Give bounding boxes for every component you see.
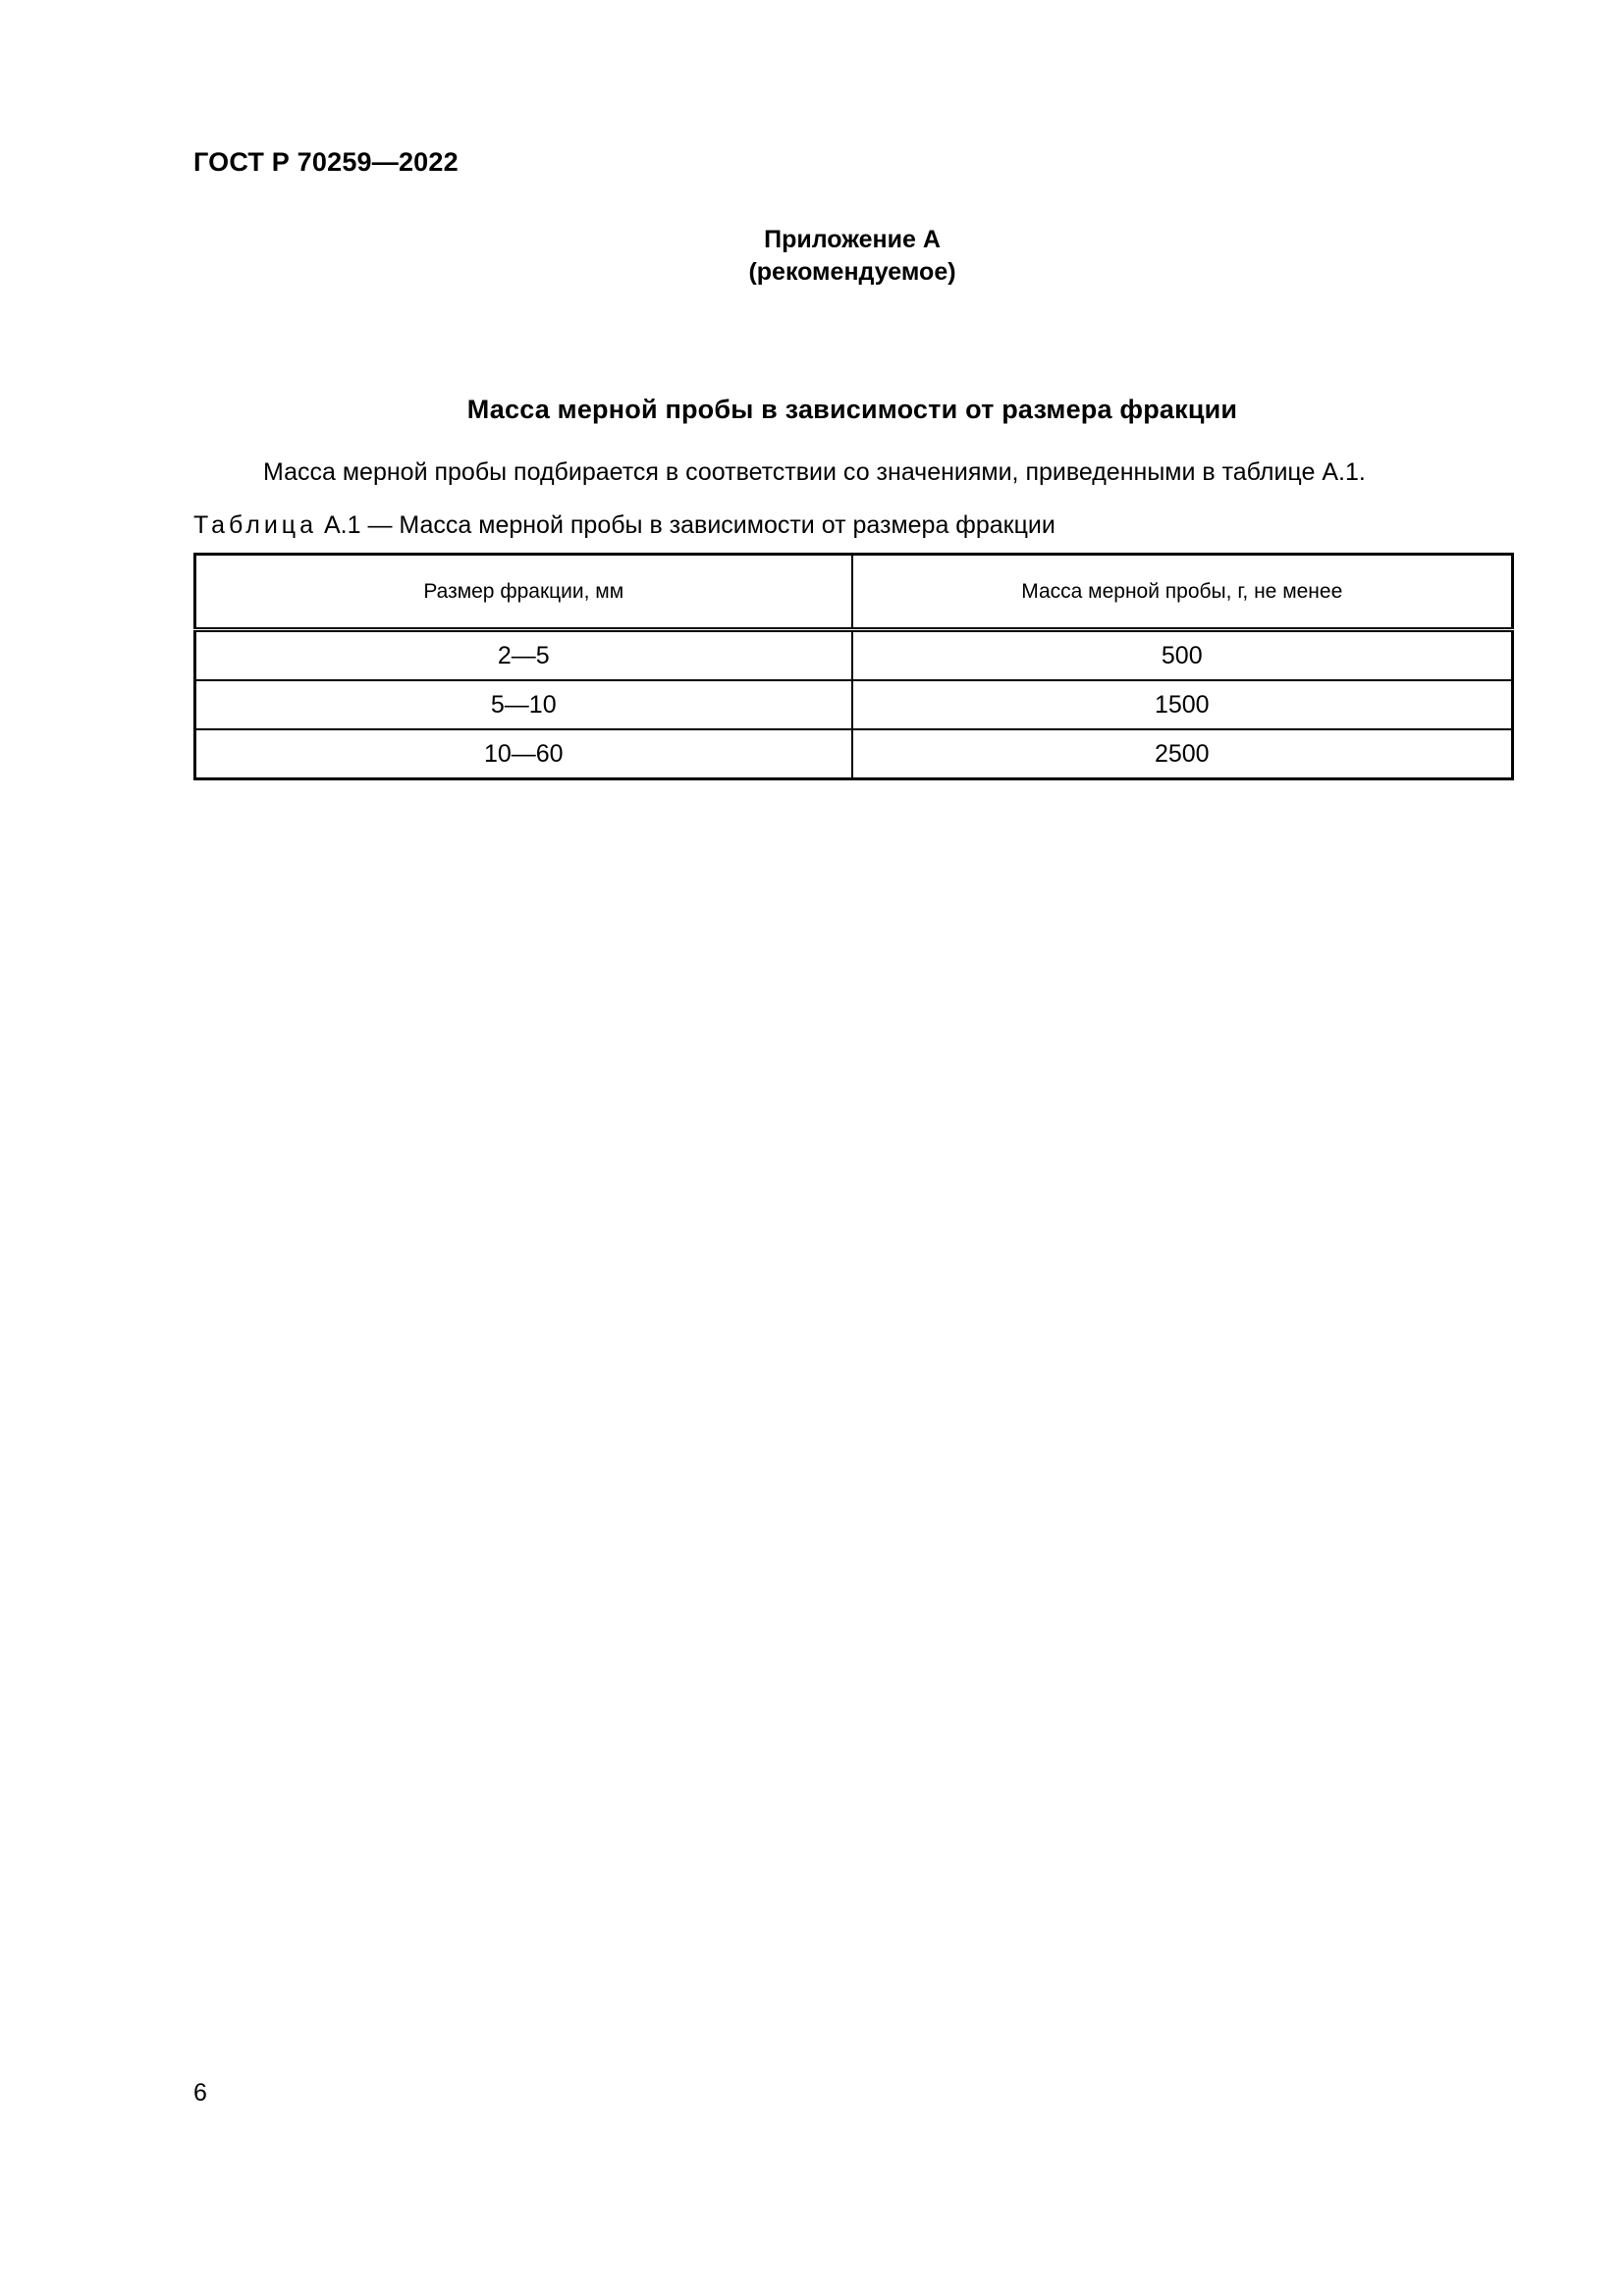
document-code: ГОСТ Р 70259—2022 xyxy=(193,147,459,177)
cell-fraction-size: 2—5 xyxy=(195,630,852,681)
table-caption xyxy=(193,511,1056,540)
table-caption-text: А.1 — Масса мерной пробы в зависимости от размера фракции xyxy=(323,511,1056,539)
table-row xyxy=(195,630,1513,681)
cell-fraction-size: 10—60 xyxy=(195,729,852,779)
cell-sample-mass: 1500 xyxy=(852,680,1513,729)
annex-status: (рекомендуемое) xyxy=(748,258,956,286)
cell-fraction-size: 5—10 xyxy=(195,680,852,729)
column-header-fraction-size: Размер фракции, мм xyxy=(195,555,852,630)
column-header-sample-mass: Масса мерной пробы, г, не менее xyxy=(852,555,1513,630)
page-number: 6 xyxy=(193,2079,207,2107)
mass-table xyxy=(193,553,1514,780)
cell-sample-mass: 2500 xyxy=(852,729,1513,779)
table-row xyxy=(195,680,1513,729)
annex-title: Приложение А xyxy=(764,226,941,253)
cell-sample-mass: 500 xyxy=(852,630,1513,681)
annex-heading xyxy=(0,224,1624,289)
body-paragraph: Масса мерной пробы подбирается в соответствии со значениями, приведенными в таблице А.1. xyxy=(263,458,1366,486)
table-caption-label: Таблица xyxy=(193,511,318,539)
table-header-row xyxy=(195,555,1513,630)
section-title: Масса мерной пробы в зависимости от размера фракции xyxy=(466,395,1238,424)
table-row xyxy=(195,729,1513,779)
